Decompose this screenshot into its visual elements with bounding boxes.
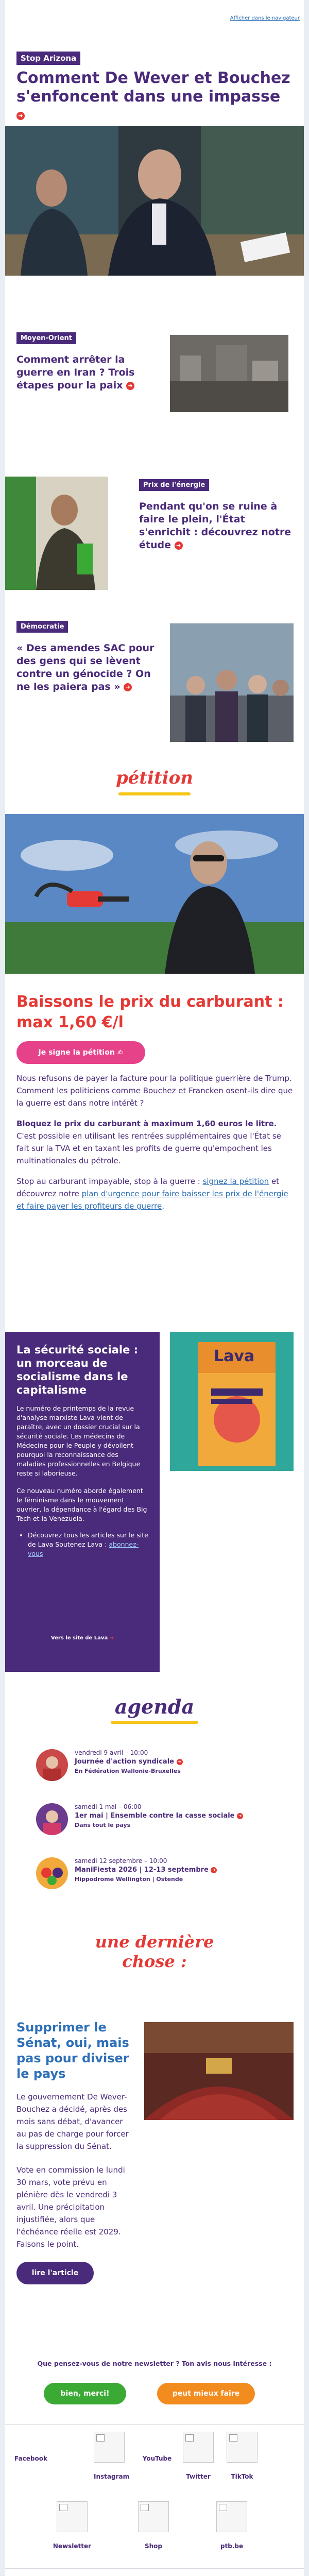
agenda-arrow-icon: ➜ — [211, 1867, 217, 1873]
agenda-place: En Fédération Wallonie-Bruxelles — [75, 1768, 181, 1774]
lava-subscribe-link[interactable]: abonnez-vous — [28, 1540, 139, 1557]
sign-petition-link[interactable]: signez la pétition — [202, 1177, 269, 1186]
teaser-3-arrow-icon[interactable]: ➜ — [124, 683, 132, 691]
read-article-button[interactable]: lire l'article — [16, 2262, 94, 2284]
newsletter-body — [5, 0, 304, 2576]
last-title[interactable]: Supprimer le Sénat, oui, mais pas pour diviser le pays — [16, 2020, 129, 2081]
agenda-title[interactable]: Journée d'action syndicale ➜ — [75, 1758, 296, 1766]
agenda-item[interactable] — [5, 1803, 304, 1850]
petition-section — [16, 992, 295, 1212]
tiktok-link[interactable]: TikTok — [231, 2473, 253, 2480]
emergency-plan-link[interactable]: plan d'urgence pour faire baisser les prix de l'énergie et faire payer les profiteurs de guerre — [16, 1189, 288, 1211]
agenda-heading-underline — [111, 1721, 198, 1724]
agenda-arrow-icon: ➜ — [177, 1759, 183, 1765]
teaser-2-arrow-icon[interactable]: ➜ — [175, 541, 183, 550]
lava-paragraph-1: Le numéro de printemps de la revue d'analyse marxiste Lava vient de paraître, avec un dossier crucial sur la sécurité sociale. Les médecins de Médecine pour le Peuple y dévoilent pourquoi la reconnaissance des maladies professionnelles en Belgique reste si laborieuse. — [16, 1404, 141, 1477]
lava-title: La sécurité sociale : un morceau de socialisme dans le capitalisme — [16, 1344, 139, 1396]
teaser-2 — [139, 479, 294, 552]
petition-paragraph-1: Nous refusons de payer la facture pour la politique guerrière de Trump. Comment les politiciens comme Bouchez et Francken osent-ils dire que la guerre est dans notre intérêt ? — [16, 1074, 293, 1108]
hero-title[interactable]: Comment De Wever et Bouchez s'enfoncent dans une impasse — [16, 69, 290, 106]
teaser-2-tag: Prix de l'énergie — [139, 479, 209, 491]
lava-paragraph-2: Ce nouveau numéro aborde également le féminisme dans le mouvement ouvrier, la dépendance à l'égard des Big Tech et la Venezuela. — [16, 1487, 147, 1522]
instagram-link[interactable]: Instagram — [94, 2473, 130, 2480]
newsletter-link[interactable]: Newsletter — [53, 2543, 92, 2550]
agenda-item[interactable] — [5, 1749, 304, 1795]
agenda-date: vendredi 9 avril – 10:00 — [75, 1749, 148, 1756]
divider — [5, 2424, 304, 2425]
last-paragraph-2: Vote en commission le lundi 30 mars, vote prévu en plénière dès le vendredi 3 avril. Une précipitation injustifiée, alors que l'échéance réelle est 2029. Faisons le point. — [16, 2165, 125, 2249]
agenda-arrow-icon: ➜ — [237, 1813, 243, 1819]
last-photo[interactable] — [144, 2022, 294, 2120]
agenda-date: samedi 1 mai – 06:00 — [75, 1803, 142, 1810]
lava-section — [5, 1332, 304, 1672]
tiktok-icon[interactable] — [227, 2432, 258, 2463]
agenda-avatar — [36, 1749, 68, 1781]
teaser-2-photo[interactable] — [5, 477, 108, 590]
petition-heading-underline — [118, 792, 191, 795]
last-heading: une dernière chose : — [95, 1932, 214, 1971]
petition-photo[interactable] — [5, 814, 304, 974]
agenda-place: Dans tout le pays — [75, 1822, 131, 1828]
lava-cover[interactable] — [170, 1332, 294, 1471]
lava-cover-title: Lava — [214, 1347, 255, 1365]
twitter-link[interactable]: Twitter — [186, 2473, 211, 2480]
instagram-icon[interactable] — [94, 2432, 125, 2463]
feedback-good-button[interactable]: bien, merci! — [44, 2383, 126, 2404]
newsletter-icon[interactable] — [57, 2501, 88, 2532]
last-paragraph-1: Le gouvernement De Wever-Bouchez a décidé, après des mois sans débat, d'avancer au pas de charge pour forcer la suppression du Sénat. — [16, 2092, 129, 2151]
petition-paragraph-3: Stop au carburant impayable, stop à la guerre : signez la pétition et découvrez notre plan d'urgence pour faire baisser les prix de l'énergie et faire payer les profiteurs de guerre. — [16, 1177, 288, 1211]
teaser-3 — [16, 621, 156, 693]
teaser-1-photo[interactable] — [170, 335, 288, 412]
lava-site-link[interactable]: Vers le site de Lava ➜ — [50, 1635, 114, 1641]
teaser-3-title[interactable]: « Des amendes SAC pour des gens qui se lèvent contre un génocide ? On ne les paiera pas » ➜ — [16, 642, 154, 692]
teaser-2-title[interactable]: Pendant qu'on se ruine à faire le plein, l'État s'enrichit : découvrez notre étude ➜ — [139, 501, 291, 551]
view-in-browser-link[interactable]: Afficher dans le navigateur — [230, 15, 300, 21]
agenda-title[interactable]: 1er mai | Ensemble contre la casse sociale ➜ — [75, 1812, 296, 1820]
shop-link[interactable]: Shop — [144, 2543, 163, 2550]
feedback-question: Que pensez-vous de notre newsletter ? Ton avis nous intéresse : — [37, 2360, 272, 2367]
hero-tag: Stop Arizona — [16, 52, 80, 65]
hero-photo[interactable] — [5, 126, 304, 276]
feedback-improve-button[interactable]: peut mieux faire — [157, 2383, 255, 2404]
ptb-icon[interactable] — [216, 2501, 247, 2532]
hero-arrow-icon[interactable]: ➜ — [16, 112, 25, 120]
teaser-3-tag: Démocratie — [16, 621, 68, 633]
lava-card — [5, 1332, 160, 1672]
teaser-3-photo[interactable] — [170, 623, 294, 742]
lava-bullets — [28, 1531, 148, 1558]
twitter-icon[interactable] — [183, 2432, 214, 2463]
facebook-link[interactable]: Facebook — [14, 2455, 47, 2462]
ptb-link[interactable]: ptb.be — [220, 2543, 244, 2550]
agenda-avatar — [36, 1803, 68, 1835]
agenda-avatar — [36, 1857, 68, 1889]
agenda-item[interactable] — [5, 1857, 304, 1904]
petition-title: Baissons le prix du carburant : max 1,60 €/l — [16, 993, 284, 1031]
lava-bullet: • Découvrez tous les articles sur le site de Lava Soutenez Lava : abonnez-vous — [28, 1531, 148, 1558]
shop-icon[interactable] — [138, 2501, 169, 2532]
hero-section — [16, 52, 295, 120]
agenda-heading: agenda — [114, 1695, 195, 1718]
petition-heading: pétition — [115, 768, 194, 788]
petition-paragraph-2: Bloquez le prix du carburant à maximum 1,60 euros le litre. C'est possible en utilisant les rentrées supplémentaires que l'État se fait sur la TVA et en taxant les profits de guerre qu'empochent les multinationales du pétrole. — [16, 1119, 281, 1165]
teaser-1-arrow-icon[interactable]: ➜ — [126, 382, 134, 390]
agenda-date: samedi 12 septembre – 10:00 — [75, 1857, 167, 1865]
teaser-1-title[interactable]: Comment arrêter la guerre en Iran ? Trois étapes pour la paix ➜ — [16, 354, 135, 391]
sign-petition-button[interactable]: Je signe la pétition ✍ — [16, 1041, 145, 1064]
teaser-1-tag: Moyen-Orient — [16, 332, 76, 344]
teaser-1 — [16, 332, 150, 392]
youtube-link[interactable]: YouTube — [142, 2455, 172, 2462]
agenda-place: Hippodrome Wellington | Ostende — [75, 1876, 183, 1883]
agenda-title[interactable]: ManiFiesta 2026 | 12-13 septembre ➜ — [75, 1866, 296, 1874]
last-section — [16, 2020, 135, 2284]
divider — [5, 2568, 304, 2569]
lava-site-arrow-icon: ➜ — [109, 1635, 114, 1641]
